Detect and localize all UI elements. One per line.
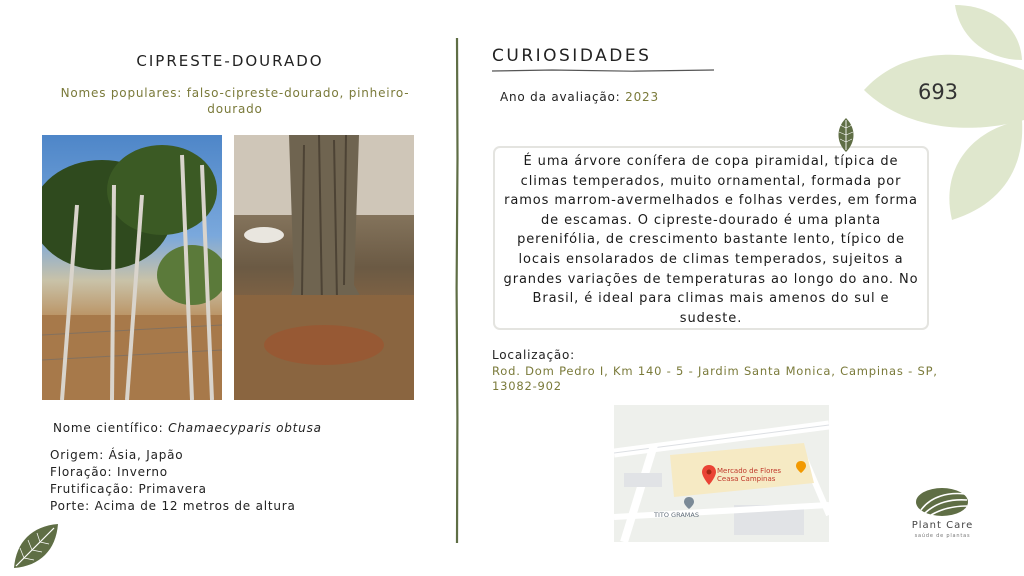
map-pin-icon (702, 465, 716, 485)
tree-photo-1 (42, 135, 222, 400)
year-label: Ano da avaliação: (500, 90, 621, 104)
evaluation-year (500, 90, 659, 104)
fact-size (50, 498, 296, 515)
poi-pin-icon (796, 461, 806, 473)
fact-value: Ásia, Japão (108, 448, 184, 462)
fact-value: Acima de 12 metros de altura (94, 499, 296, 513)
section-title: CURIOSIDADES (492, 46, 652, 66)
small-leaf-icon (836, 118, 856, 152)
plant-number: 693 (917, 80, 959, 104)
poi-grey-pin-icon (684, 497, 694, 509)
fact-label: Porte: (50, 499, 91, 513)
fact-fruiting (50, 481, 296, 498)
fact-label: Frutificação: (50, 482, 134, 496)
fact-label: Origem: (50, 448, 105, 462)
location-label: Localização: (492, 348, 576, 362)
title-underline (492, 68, 714, 73)
brand-name: Plant Care (911, 520, 974, 531)
location-address: Rod. Dom Pedro I, Km 140 - 5 - Jardim Santa Monica, Campinas - SP, 13082-902 (492, 364, 938, 393)
trunk-photo (234, 135, 414, 400)
brand-leaf-icon (915, 486, 970, 518)
map-place-line2: Ceasa Campinas (717, 475, 776, 483)
map-poi-label: TITO GRAMAS (654, 511, 699, 519)
description-text: É uma árvore conífera de copa piramidal, típica de climas temperados, muito ornamental, formada por ramos marrom-avermelhados e folhas verdes, em forma de escamas. O cipreste-dourado é uma planta perenifólia, de crescimento bastante lento, típico de locais ensolarados de climas temperados, sujeitos a grandes variações de temperaturas ao longo do ano. No Brasil, é ideal para climas mais amenos do sul e sudeste. (503, 154, 919, 326)
section-divider (455, 38, 459, 543)
popular-names (50, 85, 420, 117)
brand-logo (905, 486, 980, 546)
fact-label: Floração: (50, 465, 113, 479)
scientific-name (53, 421, 322, 435)
popular-names-value: falso-cipreste-dourado, pinheiro-dourado (186, 86, 410, 116)
map-place-line1: Mercado de Flores (717, 467, 782, 475)
year-value: 2023 (625, 90, 659, 104)
scientific-name-label: Nome científico: (53, 421, 164, 435)
fact-value: Inverno (117, 465, 168, 479)
decorative-leaves (860, 0, 1024, 230)
fact-value: Primavera (138, 482, 207, 496)
brand-tagline: saúde de plantas (914, 533, 971, 539)
fact-origin (50, 447, 296, 464)
popular-names-label: Nomes populares: (60, 86, 183, 100)
location-map[interactable] (614, 405, 829, 542)
scientific-name-value: Chamaecyparis obtusa (168, 421, 322, 435)
plant-title: CIPRESTE-DOURADO (136, 52, 324, 70)
fact-flowering (50, 464, 296, 481)
plant-facts (50, 447, 296, 515)
leaf-icon (10, 520, 62, 572)
